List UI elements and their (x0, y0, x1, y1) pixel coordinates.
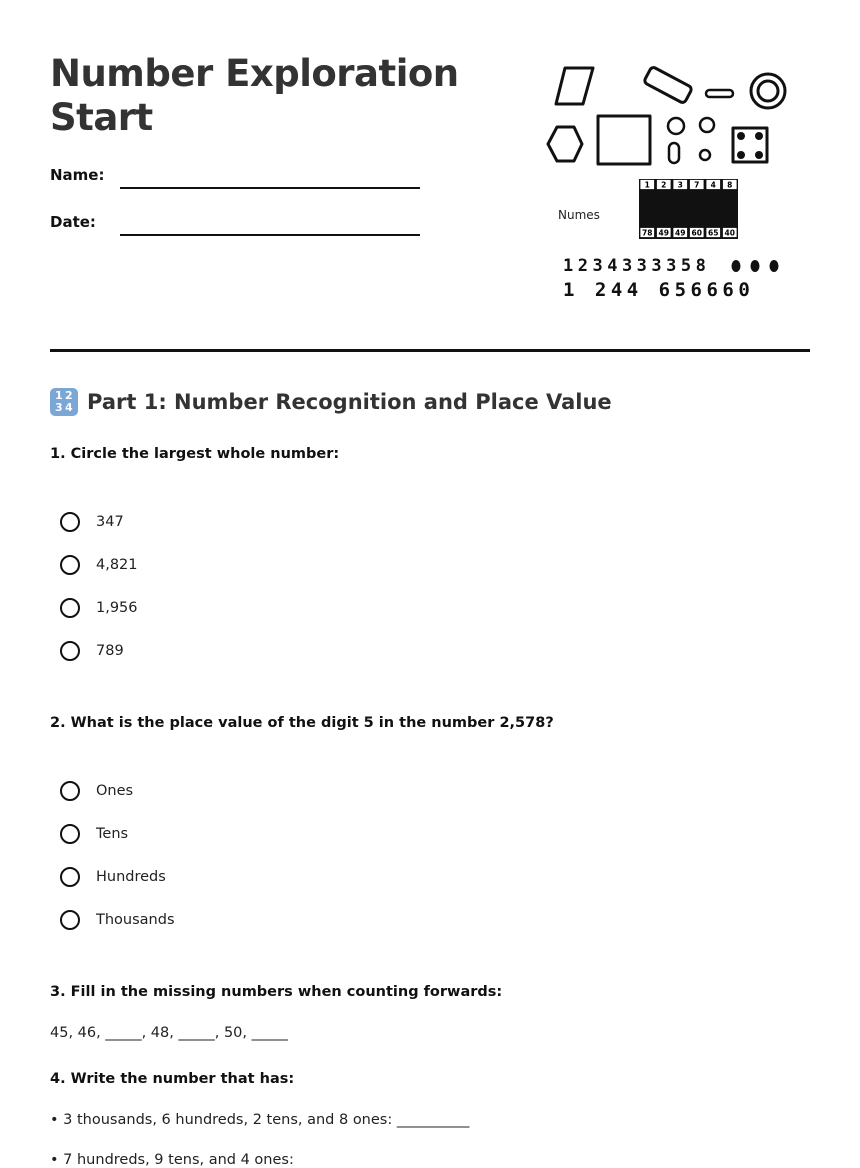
radio-button[interactable] (60, 824, 80, 844)
strip-bottom-number: 49 (675, 228, 686, 238)
radio-button[interactable] (60, 867, 80, 887)
option-label: 4,821 (96, 557, 138, 573)
strip-top-number: 2 (661, 180, 667, 190)
name-field-line[interactable] (120, 187, 420, 189)
number-strip (639, 179, 738, 239)
option-label: 1,956 (96, 600, 138, 616)
tilted-rectangle-shape (643, 66, 692, 103)
strip-top-number: 7 (694, 180, 700, 190)
hexagon-shape (548, 127, 582, 161)
page-title: Number Exploration Start (50, 52, 459, 139)
dots-row (732, 260, 779, 272)
radio-button[interactable] (60, 555, 80, 575)
digits-row-1: 1234333358 (563, 256, 711, 276)
strip-top-number: 4 (710, 180, 716, 190)
answer-option[interactable] (60, 864, 166, 890)
strip-top-number: 8 (727, 180, 733, 190)
option-label: Thousands (96, 912, 175, 928)
option-label: Hundreds (96, 869, 166, 885)
outer-ring-shape (751, 74, 785, 108)
answer-option[interactable] (60, 595, 138, 621)
circle-shape (668, 118, 684, 134)
oval-shape (669, 143, 679, 163)
parallelogram-shape (556, 68, 593, 104)
question-4-item[interactable]: • 3 thousands, 6 hundreds, 2 tens, and 8 ones: __________ (50, 1112, 470, 1128)
question-4: 4. Write the number that has: (50, 1071, 295, 1087)
strip-bottom-number: 65 (708, 228, 719, 238)
name-label: Name: (50, 166, 105, 184)
strip-bottom-number: 40 (724, 228, 735, 238)
circle-shape (700, 118, 714, 132)
option-label: Ones (96, 783, 134, 799)
answer-option[interactable] (60, 509, 124, 535)
strip-bottom-number: 78 (642, 228, 653, 238)
strip-top-number: 3 (677, 180, 683, 190)
question-1: 1. Circle the largest whole number: (50, 446, 340, 462)
radio-button[interactable] (60, 910, 80, 930)
section-heading (50, 388, 612, 416)
radio-button[interactable] (60, 512, 80, 532)
square-shape (598, 116, 650, 164)
illustration-caption: Numes (558, 208, 600, 222)
answer-option[interactable] (60, 907, 175, 933)
input-numbers-icon: 1 2 3 4 (50, 388, 78, 416)
date-label: Date: (50, 213, 96, 231)
digits-row-2: 1 244 656660 (563, 279, 755, 301)
option-label: Tens (96, 826, 129, 842)
small-bar-shape (706, 90, 733, 97)
strip-bottom-number: 49 (658, 228, 669, 238)
radio-button[interactable] (60, 598, 80, 618)
strip-bottom-number: 60 (691, 228, 702, 238)
section-title: Part 1: Number Recognition and Place Value (87, 390, 612, 414)
question-2: 2. What is the place value of the digit 5 in the number 2,578? (50, 715, 554, 731)
answer-option[interactable] (60, 821, 128, 847)
date-field-line[interactable] (120, 234, 420, 236)
question-3: 3. Fill in the missing numbers when counting forwards: (50, 984, 503, 1000)
small-circle-shape (700, 150, 710, 160)
strip-top-number: 1 (644, 180, 650, 190)
header-divider (50, 349, 810, 352)
answer-option[interactable] (60, 552, 138, 578)
answer-option[interactable] (60, 778, 133, 804)
answer-option[interactable] (60, 638, 124, 664)
inner-ring-shape (758, 81, 778, 101)
counting-sequence[interactable]: 45, 46, _____, 48, _____, 50, _____ (50, 1025, 288, 1041)
radio-button[interactable] (60, 641, 80, 661)
option-label: 347 (96, 514, 124, 530)
option-label: 789 (96, 643, 124, 659)
radio-button[interactable] (60, 781, 80, 801)
question-4-item[interactable]: • 7 hundreds, 9 tens, and 4 ones: (50, 1152, 294, 1168)
